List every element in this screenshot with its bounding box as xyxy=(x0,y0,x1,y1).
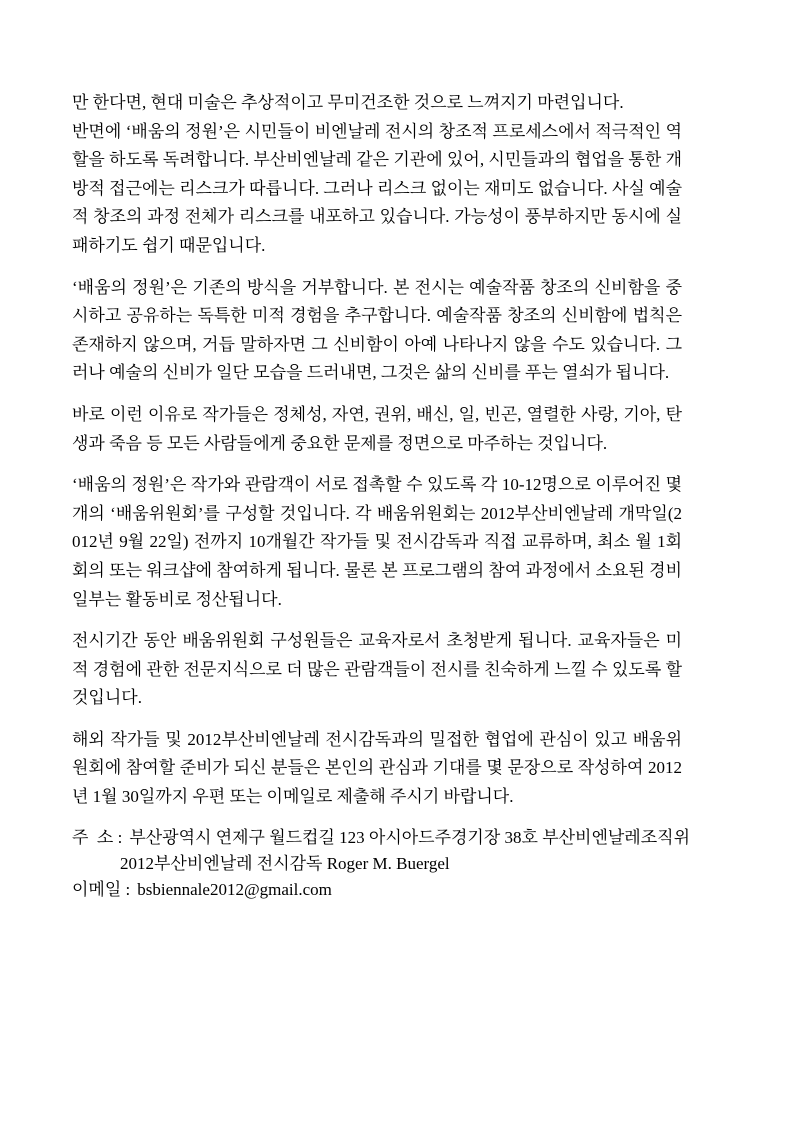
paragraph-artists-themes: 바로 이런 이유로 작가들은 정체성, 자연, 권위, 배신, 일, 빈곤, 열렬한 사랑, 기아, 탄생과 죽음 등 모든 사람들에게 중요한 문제를 정면으로 마주하는 것입니다. xyxy=(72,404,682,453)
email-line xyxy=(72,877,682,903)
document-body xyxy=(72,89,690,903)
paragraph-application-instructions: 해외 작가들 및 2012부산비엔날레 전시감독과의 밀접한 협업에 관심이 있고 배움위원회에 참여할 준비가 되신 분들은 본인의 관심과 기대를 몇 문장으로 작성하여 2012년 1월 30일까지 우편 또는 이메일로 제출해 주시기 바랍니다. xyxy=(72,729,682,807)
address-line xyxy=(72,825,690,851)
email-address: bsbiennale2012@gmail.com xyxy=(137,879,332,899)
paragraph-educators: 전시기간 동안 배움위원회 구성원들은 교육자로서 초청받게 됩니다. 교육자들은 미적 경험에 관한 전문지식으로 더 많은 관람객들이 전시를 친숙하게 느낄 수 있도록 할 것입니다. xyxy=(72,631,682,708)
address-label: 주 소 : xyxy=(72,827,123,847)
address-line-2: 2012부산비엔날레 전시감독 Roger M. Buergel xyxy=(120,853,450,873)
email-label: 이메일 : xyxy=(72,879,131,899)
paragraph-continuation-line: 만 한다면, 현대 미술은 추상적이고 무미건조한 것으로 느껴지기 마련입니다. xyxy=(72,93,624,112)
paragraph-mystery-of-art: ‘배움의 정원’은 기존의 방식을 거부합니다. 본 전시는 예술작품 창조의 신비함을 중시하고 공유하는 독특한 미적 경험을 추구합니다. 예술작품 창조의 신비함에 법칙은 존재하지 않으며, 거듭 말하자면 그 신비함이 아예 나타나지 않을 수도 있습니다. 그러나 예술의 신비가 일단 모습을 드러내면, 그것은 삶의 신비를 푸는 열쇠가 됩니다. xyxy=(72,277,682,383)
contact-block xyxy=(72,825,690,903)
paragraph-learning-councils: ‘배움의 정원’은 작가와 관람객이 서로 접촉할 수 있도록 각 10-12명으로 이루어진 몇 개의 ‘배움위원회’를 구성할 것입니다. 각 배움위원회는 2012부산비엔날레 개막일(2012년 9월 22일) 전까지 10개월간 작가들 및 전시감독과 직접 교류하며, 최소 월 1회 회의 또는 워크샵에 참여하게 됩니다. 물론 본 프로그램의 참여 과정에서 소요된 경비 일부는 활동비로 정산됩니다. xyxy=(72,475,682,609)
address-value: 부산광역시 연제구 월드컵길 123 아시아드주경기장 38호 부산비엔날레조직위 xyxy=(129,827,690,847)
paragraph-garden-intro: 반면에 ‘배움의 정원’은 시민들이 비엔날레 전시의 창조적 프로세스에서 적극적인 역할을 하도록 독려합니다. 부산비엔날레 같은 기관에 있어, 시민들과의 협업을 통한 개방적 접근에는 리스크가 따릅니다. 그러나 리스크 없이는 재미도 없습니다. 사실 예술적 창조의 과정 전체가 리스크를 내포하고 있습니다. 가능성이 풍부하지만 동시에 실패하기도 쉽기 때문입니다. xyxy=(72,121,682,255)
